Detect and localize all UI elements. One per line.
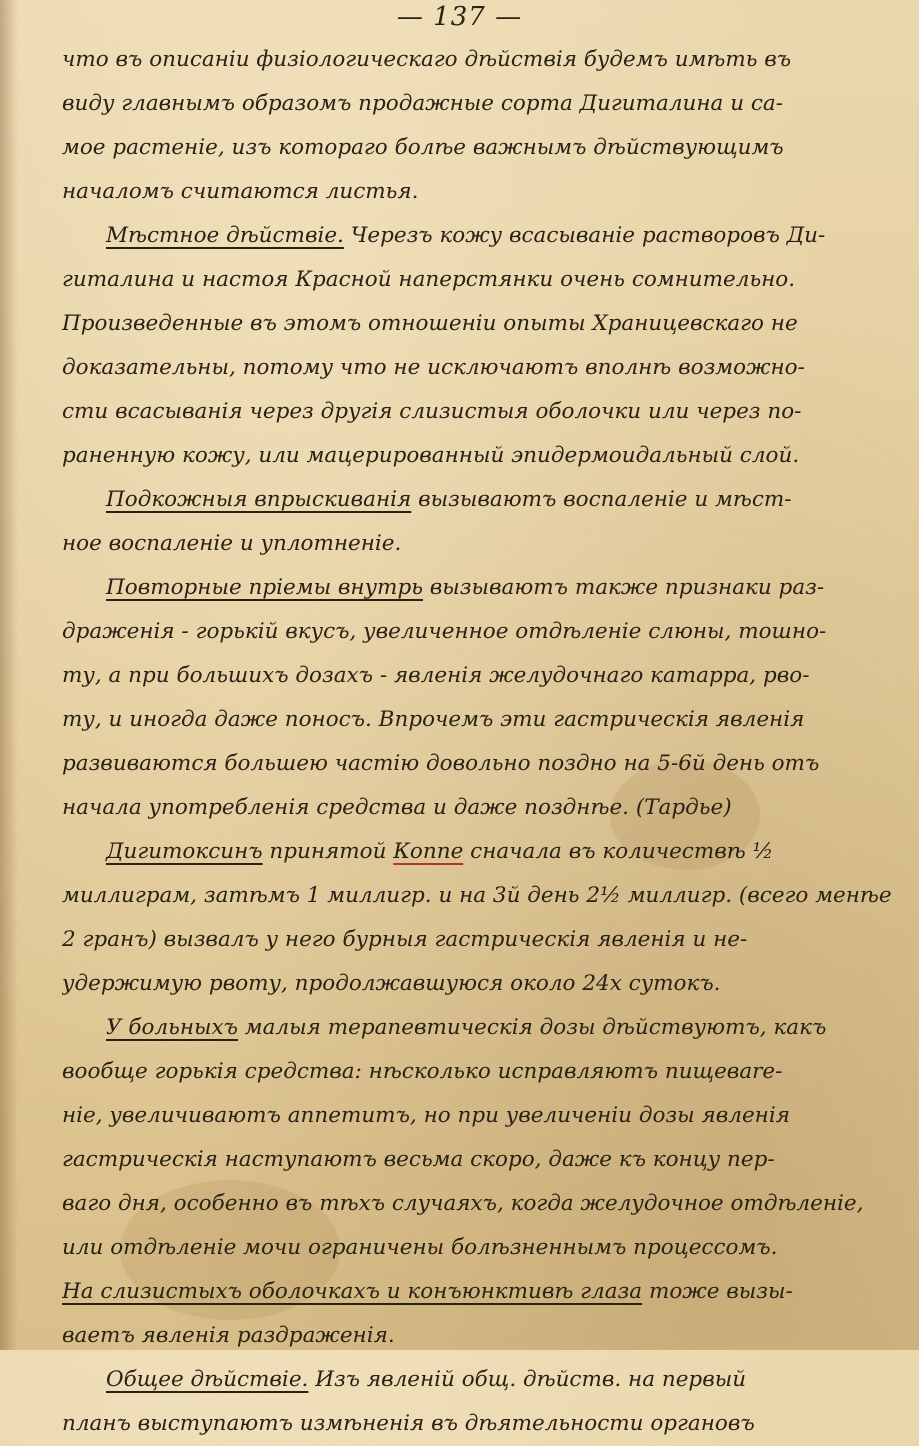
line-text: или отдѣленіе мочи ограничены болѣзненнымъ процессомъ. bbox=[62, 1235, 778, 1260]
line-text: мое растеніе, изъ котораго болѣе важнымъ дѣйствующимъ bbox=[62, 135, 784, 160]
line-text: ное воспаленіе и уплотненіе. bbox=[62, 531, 402, 556]
line-text: вызываютъ также признаки раз- bbox=[422, 575, 825, 600]
line-text: ту, а при большихъ дозахъ - явленія желудочнаго катарра, рво- bbox=[62, 663, 810, 688]
line-text: вызываютъ воспаленіе и мѣст- bbox=[411, 487, 792, 512]
text-line bbox=[62, 214, 892, 258]
line-text: Произведенные въ этомъ отношеніи опыты Храницевскаго не bbox=[62, 311, 798, 336]
line-text: 2 гранъ) вызвалъ у него бурныя гастрическія явленія и не- bbox=[62, 927, 748, 952]
text-line bbox=[62, 1314, 892, 1358]
text-line bbox=[62, 522, 892, 566]
text-line bbox=[62, 830, 892, 874]
line-text: принятой bbox=[262, 839, 394, 864]
text-line bbox=[62, 82, 892, 126]
line-text: малыя терапевтическія дозы дѣйствуютъ, какъ bbox=[237, 1015, 827, 1040]
text-line bbox=[62, 1138, 892, 1182]
underlined-heading: У больныхъ bbox=[106, 1015, 238, 1040]
text-line bbox=[62, 742, 892, 786]
text-line bbox=[62, 1226, 892, 1270]
line-text: развиваются большею частію довольно поздно на 5-6й день отъ bbox=[62, 751, 820, 776]
text-line bbox=[62, 126, 892, 170]
text-line bbox=[62, 434, 892, 478]
line-text: ваетъ явленія раздраженія. bbox=[62, 1323, 395, 1348]
line-text: вообще горькія средства: нѣсколько исправляютъ пищевare- bbox=[62, 1059, 783, 1084]
line-text: миллиграм, затѣмъ 1 миллигр. и на 3й день 2½ миллигр. (всего менѣе bbox=[62, 883, 892, 908]
line-text: сти всасыванія через другія слизистыя оболочки или через по- bbox=[62, 399, 802, 424]
line-text: доказательны, потому что не исключаютъ вполнѣ возможно- bbox=[62, 355, 805, 380]
underlined-heading: Подкожныя впрыскиванія bbox=[106, 487, 412, 512]
text-line bbox=[62, 698, 892, 742]
line-text: Изъ явленій общ. дѣйств. на первый bbox=[308, 1367, 747, 1392]
text-line bbox=[62, 610, 892, 654]
text-line bbox=[62, 1094, 892, 1138]
line-text: планъ выступаютъ измѣненія въ дѣятельности органовъ bbox=[62, 1411, 755, 1436]
line-text: что въ описаніи физіологическаго дѣйствія будемъ имѣть въ bbox=[62, 47, 792, 72]
underlined-heading: На слизистыхъ оболочкахъ и конъюнктивѣ глаза bbox=[62, 1279, 643, 1304]
line-text: удержимую рвоту, продолжавшуюся около 24х сутокъ. bbox=[62, 971, 721, 996]
text-line bbox=[62, 786, 892, 830]
text-line bbox=[62, 478, 892, 522]
text-line bbox=[62, 38, 892, 82]
text-line bbox=[62, 962, 892, 1006]
page-number: — 137 — bbox=[396, 2, 523, 32]
line-text: драженія - горькій вкусъ, увеличенное отдѣленіе слюны, тошно- bbox=[62, 619, 827, 644]
line-text: Черезъ кожу всасываніе растворовъ Ди- bbox=[343, 223, 826, 248]
line-text: начала употребленія средства и даже позднѣе. (Тардье) bbox=[62, 795, 732, 820]
line-text: раненную кожу, или мацерированный эпидермоидальный слой. bbox=[62, 443, 800, 468]
line-text: ту, и иногда даже поносъ. Впрочемъ эти гастрическія явленія bbox=[62, 707, 805, 732]
line-text: виду главнымъ образомъ продажные сорта Дигиталина и са- bbox=[62, 91, 784, 116]
text-line bbox=[62, 1270, 892, 1314]
line-text: сначала въ количествѣ ½ bbox=[463, 839, 774, 864]
text-line bbox=[62, 1006, 892, 1050]
text-line bbox=[62, 1402, 892, 1446]
text-line bbox=[62, 1050, 892, 1094]
line-text: тоже вызы- bbox=[642, 1279, 793, 1304]
text-line bbox=[62, 1358, 892, 1402]
text-line bbox=[62, 874, 892, 918]
text-line bbox=[62, 566, 892, 610]
line-text: началомъ считаются листья. bbox=[62, 179, 419, 204]
text-line bbox=[62, 918, 892, 962]
underlined-heading: Мѣстное дѣйствіе. bbox=[106, 223, 344, 248]
line-text: ніе, увеличиваютъ аппетитъ, но при увеличеніи дозы явленія bbox=[62, 1103, 790, 1128]
line-text: гиталина и настоя Красной наперстянки очень сомнительно. bbox=[62, 267, 796, 292]
text-line bbox=[62, 390, 892, 434]
text-line bbox=[62, 258, 892, 302]
text-line bbox=[62, 170, 892, 214]
underlined-heading: Повторные пріемы внутрь bbox=[106, 575, 423, 600]
page-edge-shadow bbox=[0, 0, 18, 1350]
text-line bbox=[62, 302, 892, 346]
underlined-heading: Дигитоксинъ bbox=[106, 839, 263, 864]
underlined-heading: Кoппе bbox=[393, 839, 464, 864]
underlined-heading: Общее дѣйствіе. bbox=[106, 1367, 309, 1392]
text-line bbox=[62, 346, 892, 390]
text-line bbox=[62, 1182, 892, 1226]
handwritten-text-body bbox=[62, 38, 892, 1446]
text-line bbox=[62, 654, 892, 698]
line-text: гастрическія наступаютъ весьма скоро, даже къ концу пер- bbox=[62, 1147, 775, 1172]
line-text: ваго дня, особенно въ тѣхъ случаяхъ, когда желудочное отдѣленіе, bbox=[62, 1191, 864, 1216]
